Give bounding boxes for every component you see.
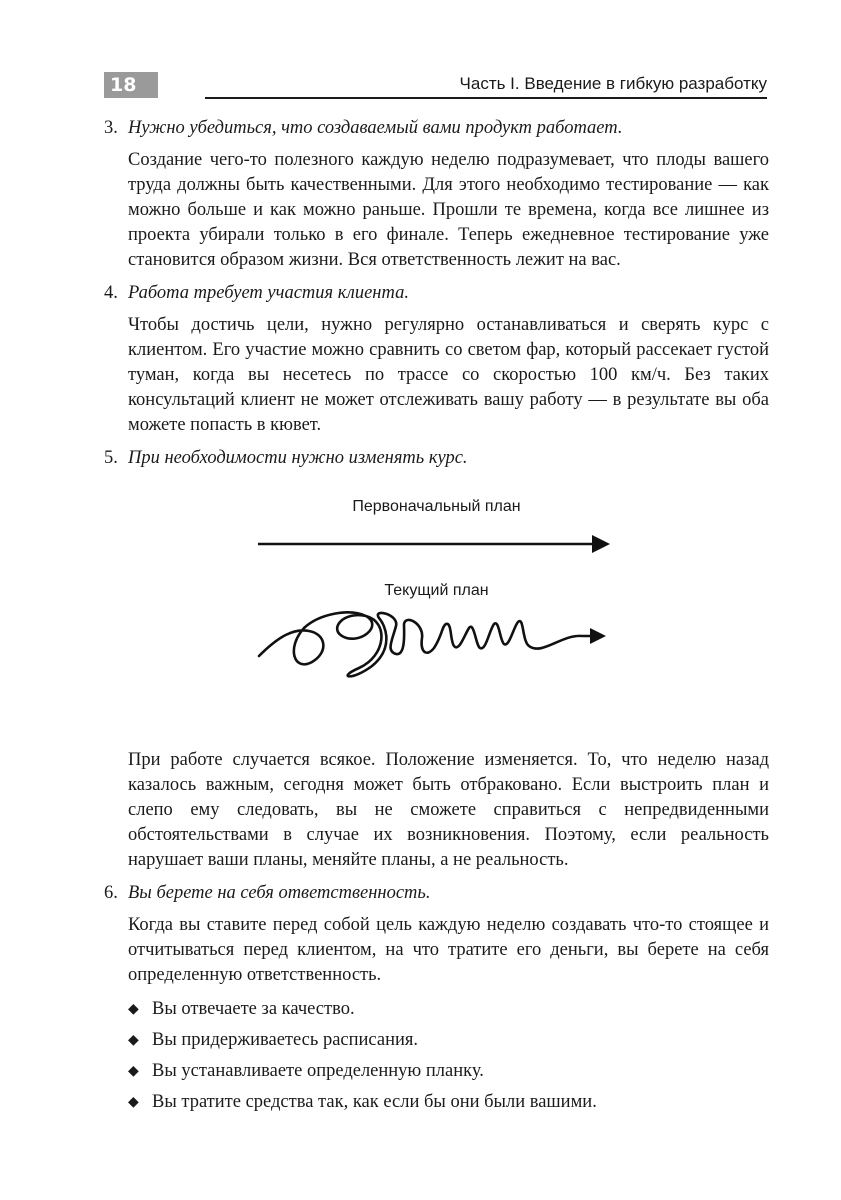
diamond-bullet-icon: ◆ — [128, 1064, 139, 1079]
item-5-title — [104, 444, 769, 472]
item-6-title — [104, 879, 769, 907]
list-item-text: Вы придерживаетесь расписания. — [152, 1030, 419, 1050]
list-item — [128, 1087, 769, 1118]
plan-diagram — [104, 476, 769, 738]
item-title-text: Нужно убедиться, что создаваемый вами продукт работает. — [128, 118, 623, 138]
running-head: Часть I. Введение в гибкую разработку — [459, 74, 767, 93]
responsibility-list — [104, 994, 769, 1118]
item-number: 3. — [104, 118, 118, 138]
current-plan-label: Текущий план — [384, 582, 489, 599]
list-item — [128, 1056, 769, 1087]
item-3-title — [104, 114, 769, 142]
original-plan-label: Первоначальный план — [352, 498, 521, 515]
diamond-bullet-icon: ◆ — [128, 1095, 139, 1110]
plan-figure — [104, 476, 769, 738]
item-number: 6. — [104, 883, 118, 903]
item-4-title — [104, 279, 769, 307]
item-4-paragraph: Чтобы достичь цели, нужно регулярно останавливаться и сверять курс с клиентом. Его участие можно сравнить со светом фар, который рассекает густой туман, когда вы несетесь по трассе со скоростью 100 км/ч. Без таких консультаций клиент не может отслеживать вашу работу — в результате вы оба можете попасть в кювет. — [128, 315, 769, 435]
item-5-paragraph: При работе случается всякое. Положение изменяется. То, что неделю назад казалось важным, сегодня может быть отбраковано. Если выстроить план и слепо ему следовать, вы не сможете справиться с непредвиденными обстоятельствами в случае их возникновения. Поэтому, если реальность нарушает ваши планы, меняйте планы, а не реальность. — [128, 750, 769, 870]
item-title-text: При необходимости нужно изменять курс. — [128, 448, 468, 468]
item-number: 4. — [104, 283, 118, 303]
wavy-arrow — [259, 612, 606, 676]
item-6-paragraph: Когда вы ставите перед собой цель каждую неделю создавать что-то стоящее и отчитываться перед клиентом, на что тратите его деньги, вы берете на себя определенную ответственность. — [128, 915, 769, 985]
list-item-text: Вы устанавливаете определенную планку. — [152, 1061, 484, 1081]
item-title-text: Работа требует участия клиента. — [128, 283, 409, 303]
list-item — [128, 994, 769, 1025]
list-item — [128, 1025, 769, 1056]
item-number: 5. — [104, 448, 118, 468]
diamond-bullet-icon: ◆ — [128, 1002, 139, 1017]
item-title-text: Вы берете на себя ответственность. — [128, 883, 431, 903]
straight-arrow — [258, 535, 610, 553]
list-item-text: Вы тратите средства так, как если бы они были вашими. — [152, 1092, 597, 1112]
diamond-bullet-icon: ◆ — [128, 1033, 139, 1048]
list-item-text: Вы отвечаете за качество. — [152, 999, 355, 1019]
page-body — [104, 114, 769, 1118]
item-3-paragraph: Создание чего-то полезного каждую неделю подразумевает, что плоды вашего труда должны быть качественными. Для этого необходимо тестирование — как можно больше и как можно раньше. Прошли те времена, когда все лишнее из проекта убирали только в его финале. Теперь ежедневное тестирование уже становится образом жизни. Вся ответственность лежит на вас. — [128, 150, 769, 270]
page-number: 18 — [104, 72, 158, 98]
header-rule — [205, 97, 767, 99]
